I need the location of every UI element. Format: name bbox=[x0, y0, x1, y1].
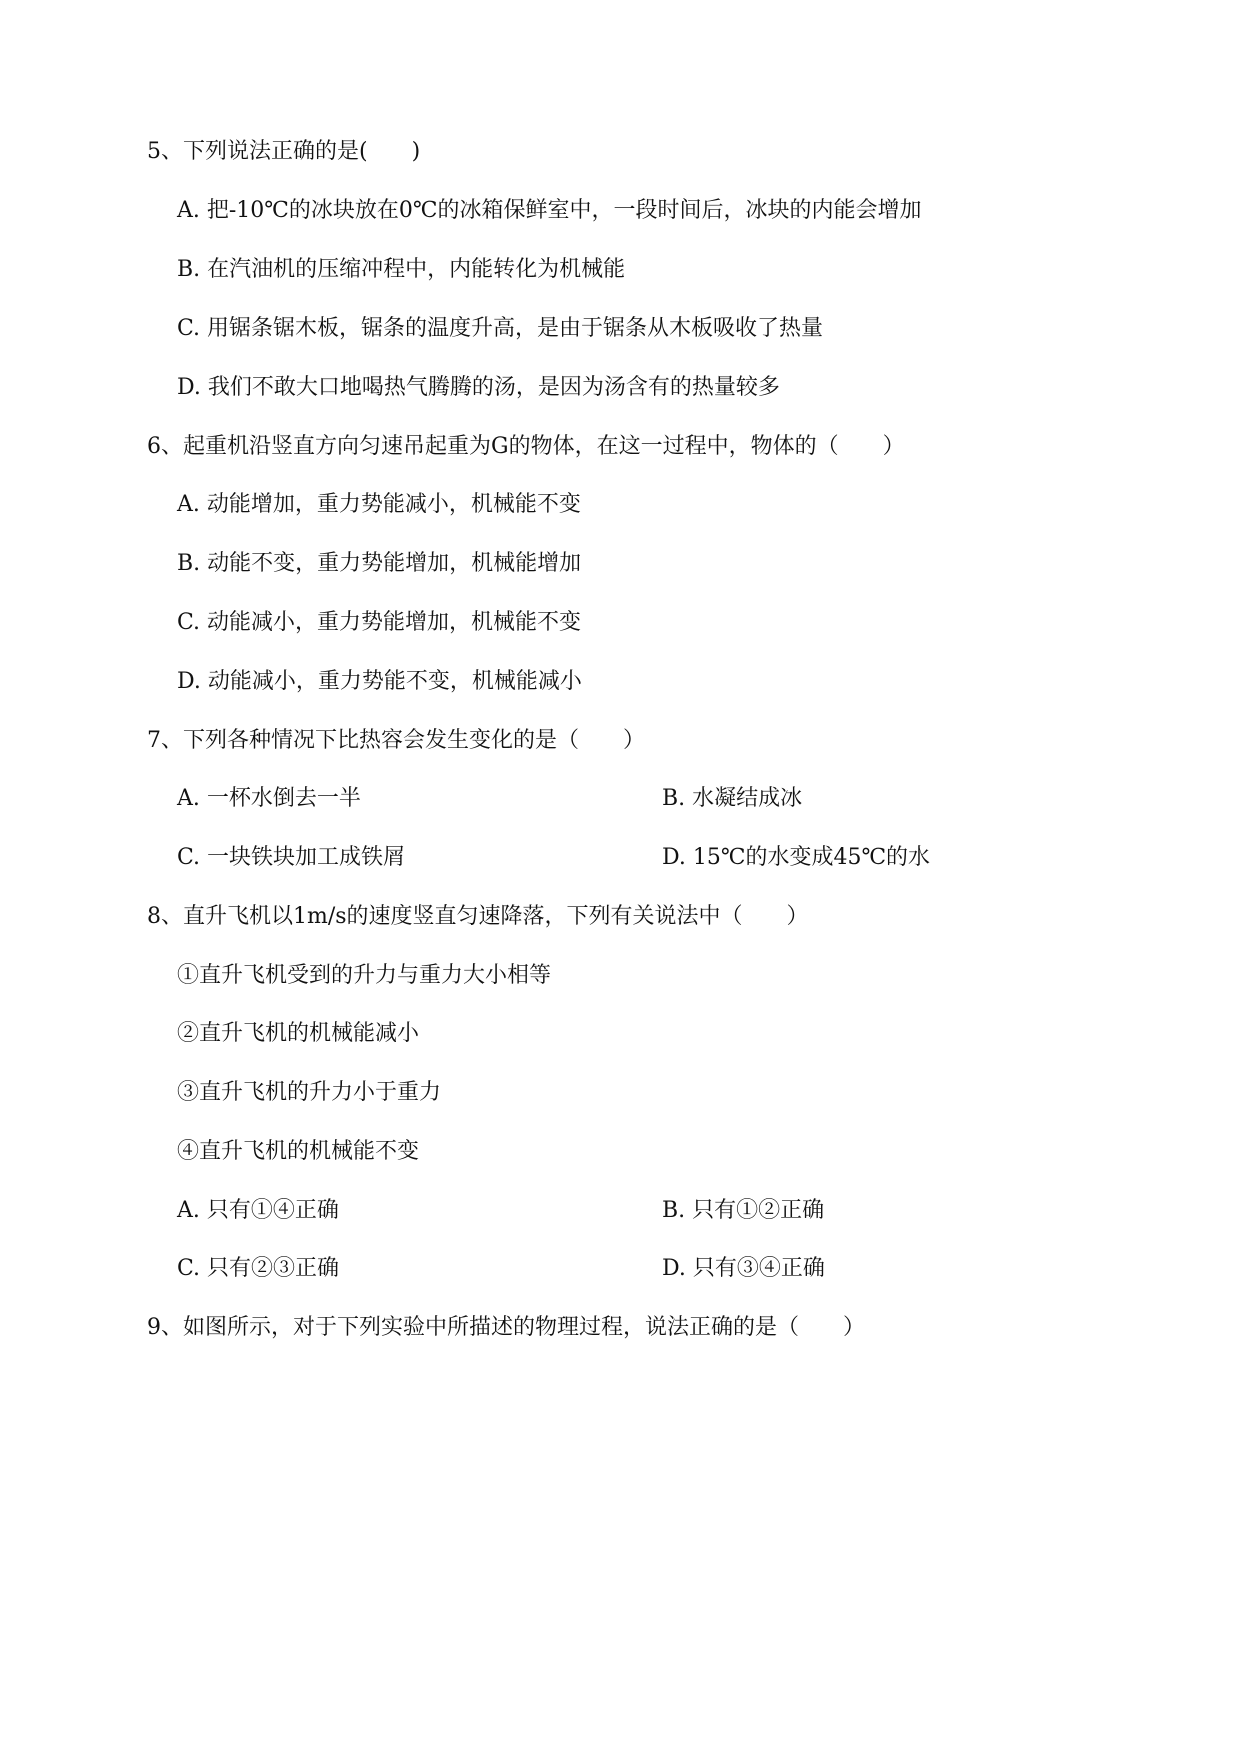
question-8-statement-1: ①直升飞机受到的升力与重力大小相等 bbox=[177, 963, 552, 988]
question-7-option-b: B. 水凝结成冰 bbox=[662, 786, 803, 811]
question-5-option-a: A. 把-10℃的冰块放在0℃的冰箱保鲜室中，一段时间后，冰块的内能会增加 bbox=[177, 198, 922, 223]
question-7-option-d: D. 15℃的水变成45℃的水 bbox=[662, 845, 931, 870]
question-8-option-b: B. 只有①②正确 bbox=[662, 1198, 825, 1223]
question-8-statement-4: ④直升飞机的机械能不变 bbox=[177, 1139, 420, 1164]
question-9-stem: 9、如图所示，对于下列实验中所描述的物理过程，说法正确的是（ ） bbox=[147, 1315, 865, 1340]
question-7-option-c: C. 一块铁块加工成铁屑 bbox=[177, 845, 406, 870]
question-8-option-c: C. 只有②③正确 bbox=[177, 1256, 340, 1281]
question-6-stem: 6、起重机沿竖直方向匀速吊起重为G的物体，在这一过程中，物体的（ ） bbox=[147, 434, 905, 459]
question-5-option-b: B. 在汽油机的压缩冲程中，内能转化为机械能 bbox=[177, 257, 626, 282]
question-8-option-a: A. 只有①④正确 bbox=[177, 1198, 339, 1223]
question-8-statement-3: ③直升飞机的升力小于重力 bbox=[177, 1080, 442, 1105]
question-6-option-b: B. 动能不变，重力势能增加，机械能增加 bbox=[177, 551, 582, 576]
question-6-option-a: A. 动能增加，重力势能减小，机械能不变 bbox=[177, 492, 581, 517]
question-5-option-d: D. 我们不敢大口地喝热气腾腾的汤，是因为汤含有的热量较多 bbox=[177, 375, 780, 400]
question-6-option-c: C. 动能减小，重力势能增加，机械能不变 bbox=[177, 610, 582, 635]
question-7-stem: 7、下列各种情况下比热容会发生变化的是（ ） bbox=[147, 728, 645, 753]
question-8-stem: 8、直升飞机以1m/s的速度竖直匀速降落，下列有关说法中（ ） bbox=[147, 904, 809, 929]
question-5-option-c: C. 用锯条锯木板，锯条的温度升高，是由于锯条从木板吸收了热量 bbox=[177, 316, 824, 341]
question-7-option-a: A. 一杯水倒去一半 bbox=[177, 786, 361, 811]
question-6-option-d: D. 动能减小，重力势能不变，机械能减小 bbox=[177, 669, 582, 694]
question-8-option-d: D. 只有③④正确 bbox=[662, 1256, 825, 1281]
question-8-statement-2: ②直升飞机的机械能减小 bbox=[177, 1021, 420, 1046]
question-5-stem: 5、下列说法正确的是( ) bbox=[147, 139, 421, 164]
